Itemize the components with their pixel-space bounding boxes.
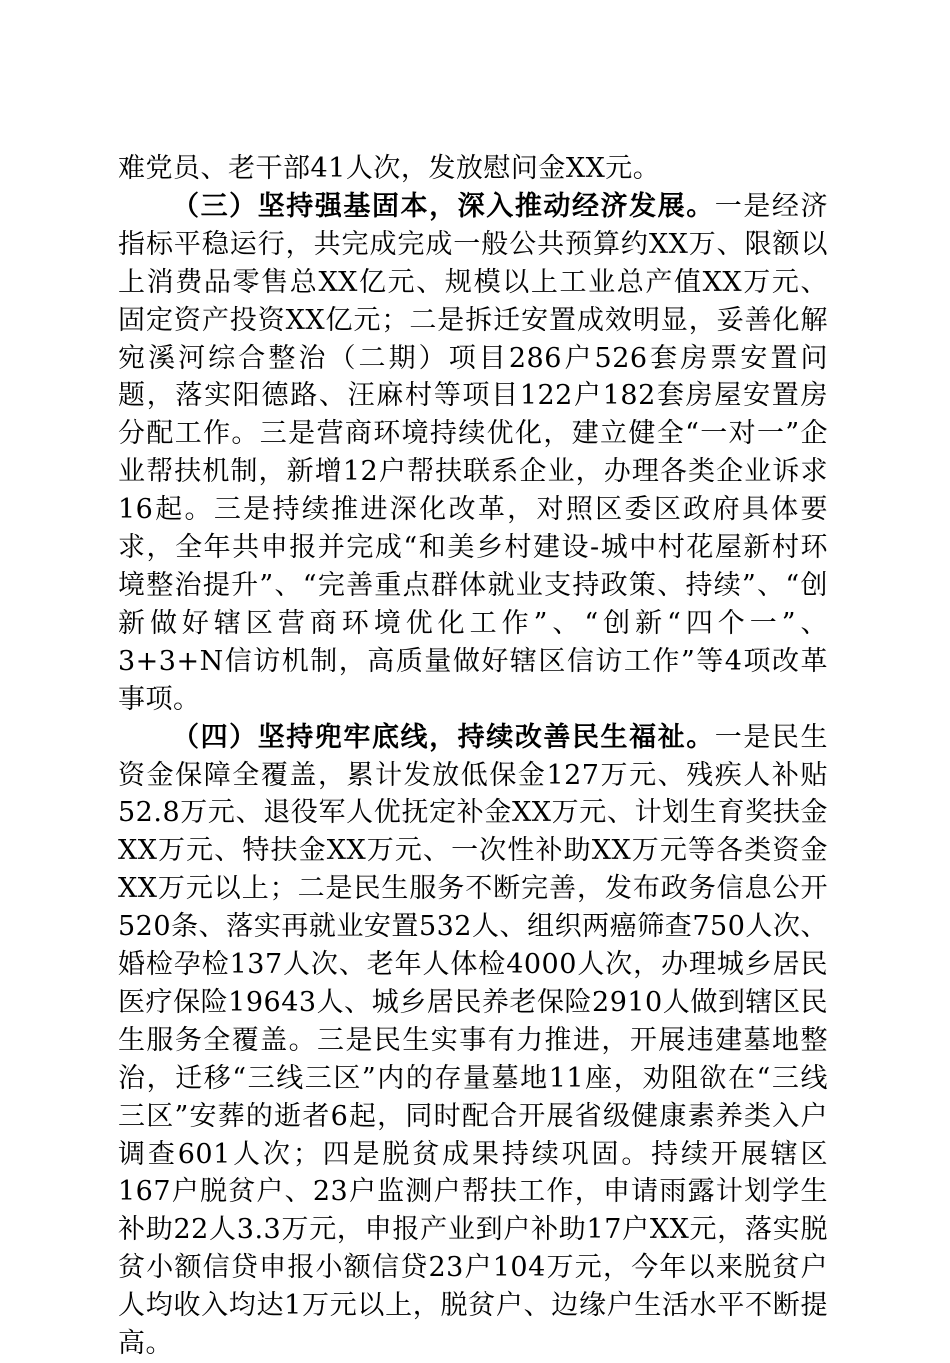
paragraph-text: 一是经济指标平稳运行，共完成完成一般公共预算约XX万、限额以上消费品零售总XX亿元、规模以上工业总产值XX万元、固定资产投资XX亿元；二是拆迁安置成效明显，妥善化解宛溪河综合整治（二期）项目286户526套房票安置问题，落实阳德路、汪麻村等项目122户182套房屋安置房分配工作。三是营商环境持续优化，建立健全“一对一”企业帮扶机制，新增12户帮扶联系企业，办理各类企业诉求16起。三是持续推进深化改革，对照区委区政府具体要求，全年共申报并完成“和美乡村建设-城中村花屋新村环境整治提升”、“完善重点群体就业支持政策、持续”、“创新做好辖区营商环境优化工作”、“创新“四个一”、3+3+N信访机制，高质量做好辖区信访工作”等4项改革事项。 <box>118 190 829 715</box>
paragraph-economic-development <box>118 188 828 719</box>
paragraph-livelihood-welfare <box>118 719 828 1363</box>
paragraph-text: 一是民生资金保障全覆盖，累计发放低保金127万元、残疾人补贴52.8万元、退役军人优抚定补金XX万元、计划生育奖扶金XX万元、特扶金XX万元、一次性补助XX万元等各类资金XX万元以上；二是民生服务不断完善，发布政务信息公开520条、落实再就业安置532人、组织两癌筛查750人次、婚检孕检137人次、老年人体检4000人次，办理城乡居民医疗保险19643人、城乡居民养老保险2910人做到辖区民生服务全覆盖。三是民生实事有力推进，开展违建墓地整治，迁移“三线三区”内的存量墓地11座，劝阻欲在“三线三区”安葬的逝者6起，同时配合开展省级健康素养类入户调查601人次；四是脱贫成果持续巩固。持续开展辖区167户脱贫户、23户监测户帮扶工作，申请雨露计划学生补助22人3.3万元，申报产业到户补助17户XX元，落实脱贫小额信贷申报小额信贷23户104万元，今年以来脱贫户人均收入均达1万元以上，脱贫户、边缘户生活水平不断提高。 <box>118 721 829 1360</box>
body-text <box>118 150 828 1363</box>
paragraph-continuation <box>118 150 828 188</box>
section-heading-3: （三）坚持强基固本，深入推动经济发展。 <box>172 190 715 222</box>
paragraph-text: 难党员、老干部41人次，发放慰问金XX元。 <box>118 153 661 184</box>
section-heading-4: （四）坚持兜牢底线，持续改善民生福祉。 <box>172 721 715 753</box>
